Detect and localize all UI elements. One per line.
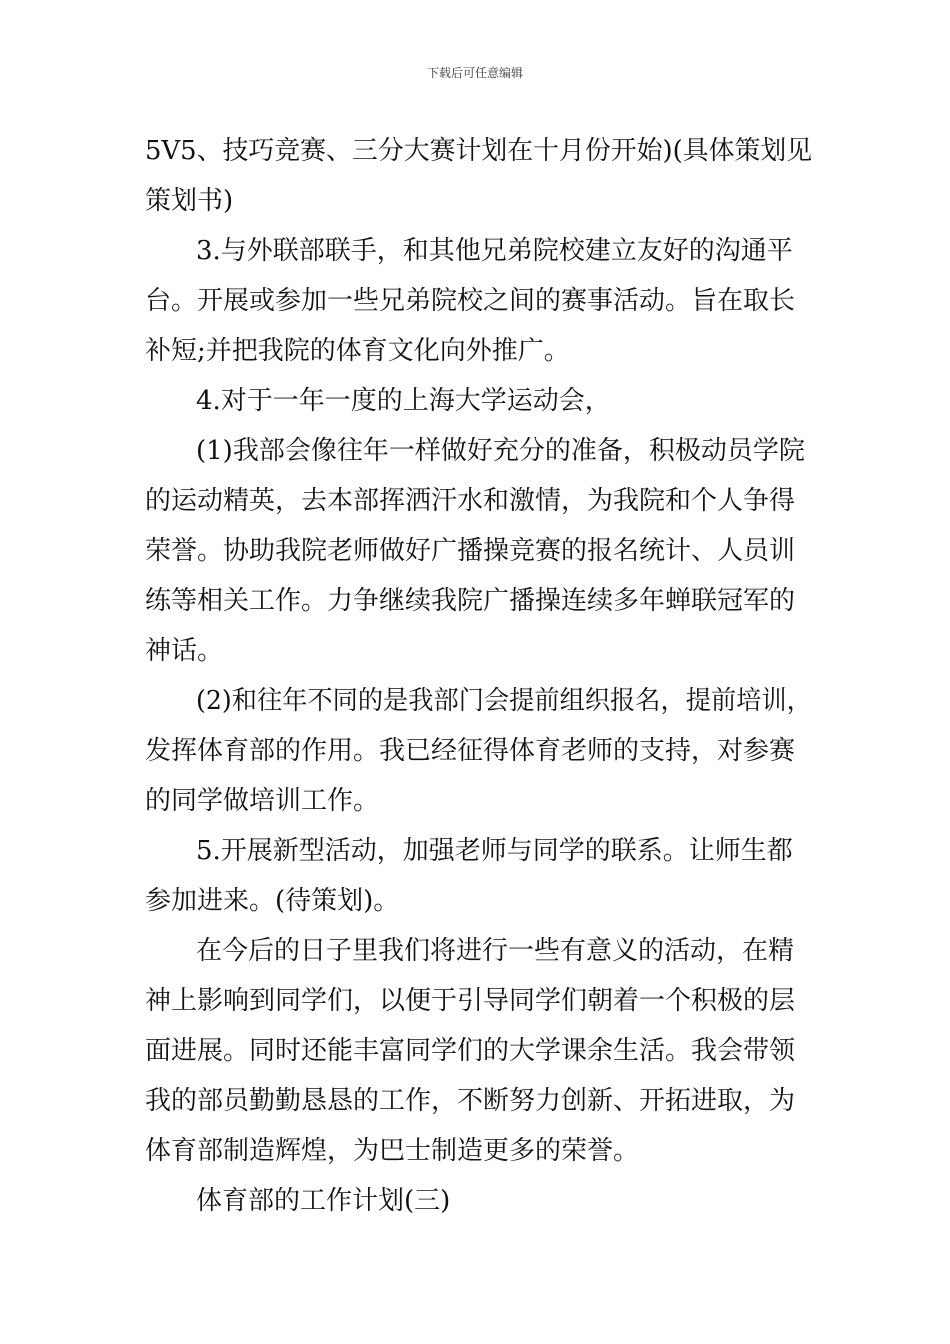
text-line: 神话。	[145, 636, 224, 666]
text-line: 4.对于一年一度的上海大学运动会，	[196, 386, 611, 416]
text-line: 的运动精英，去本部挥洒汗水和激情，为我院和个人争得	[145, 486, 796, 516]
text-line: 参加进来。(待策划)。	[145, 886, 400, 916]
text-line: 5V5、技巧竞赛、三分大赛计划在十月份开始)(具体策划见	[145, 136, 813, 166]
text-line: 3.与外联部联手，和其他兄弟院校建立友好的沟通平	[196, 236, 793, 266]
text-line: 台。开展或参加一些兄弟院校之间的赛事活动。旨在取长	[145, 286, 796, 316]
text-line: 在今后的日子里我们将进行一些有意义的活动，在精	[196, 936, 795, 966]
text-line: 面进展。同时还能丰富同学们的大学课余生活。我会带领	[145, 1036, 796, 1066]
text-line: 荣誉。协助我院老师做好广播操竞赛的报名统计、人员训	[145, 536, 796, 566]
text-line: 练等相关工作。力争继续我院广播操连续多年蝉联冠军的	[145, 586, 796, 616]
text-line: (1)我部会像往年一样做好充分的准备，积极动员学院	[196, 436, 805, 466]
text-line: 策划书)	[145, 186, 234, 216]
text-line: 5.开展新型活动，加强老师与同学的联系。让师生都	[196, 836, 793, 866]
text-line: 补短;并把我院的体育文化向外推广。	[145, 336, 570, 366]
text-line: 我的部员勤勤恳恳的工作，不断努力创新、开拓进取，为	[145, 1086, 796, 1116]
text-line: 神上影响到同学们，以便于引导同学们朝着一个积极的层	[145, 986, 796, 1016]
text-line: (2)和往年不同的是我部门会提前组织报名，提前培训，	[196, 686, 812, 716]
text-line: 的同学做培训工作。	[145, 786, 380, 816]
text-line: 体育部制造辉煌，为巴士制造更多的荣誉。	[145, 1136, 640, 1166]
text-line: 发挥体育部的作用。我已经征得体育老师的支持，对参赛	[145, 736, 796, 766]
section-title: 体育部的工作计划(三)	[196, 1186, 451, 1216]
page-header: 下载后可任意编辑	[426, 66, 523, 80]
